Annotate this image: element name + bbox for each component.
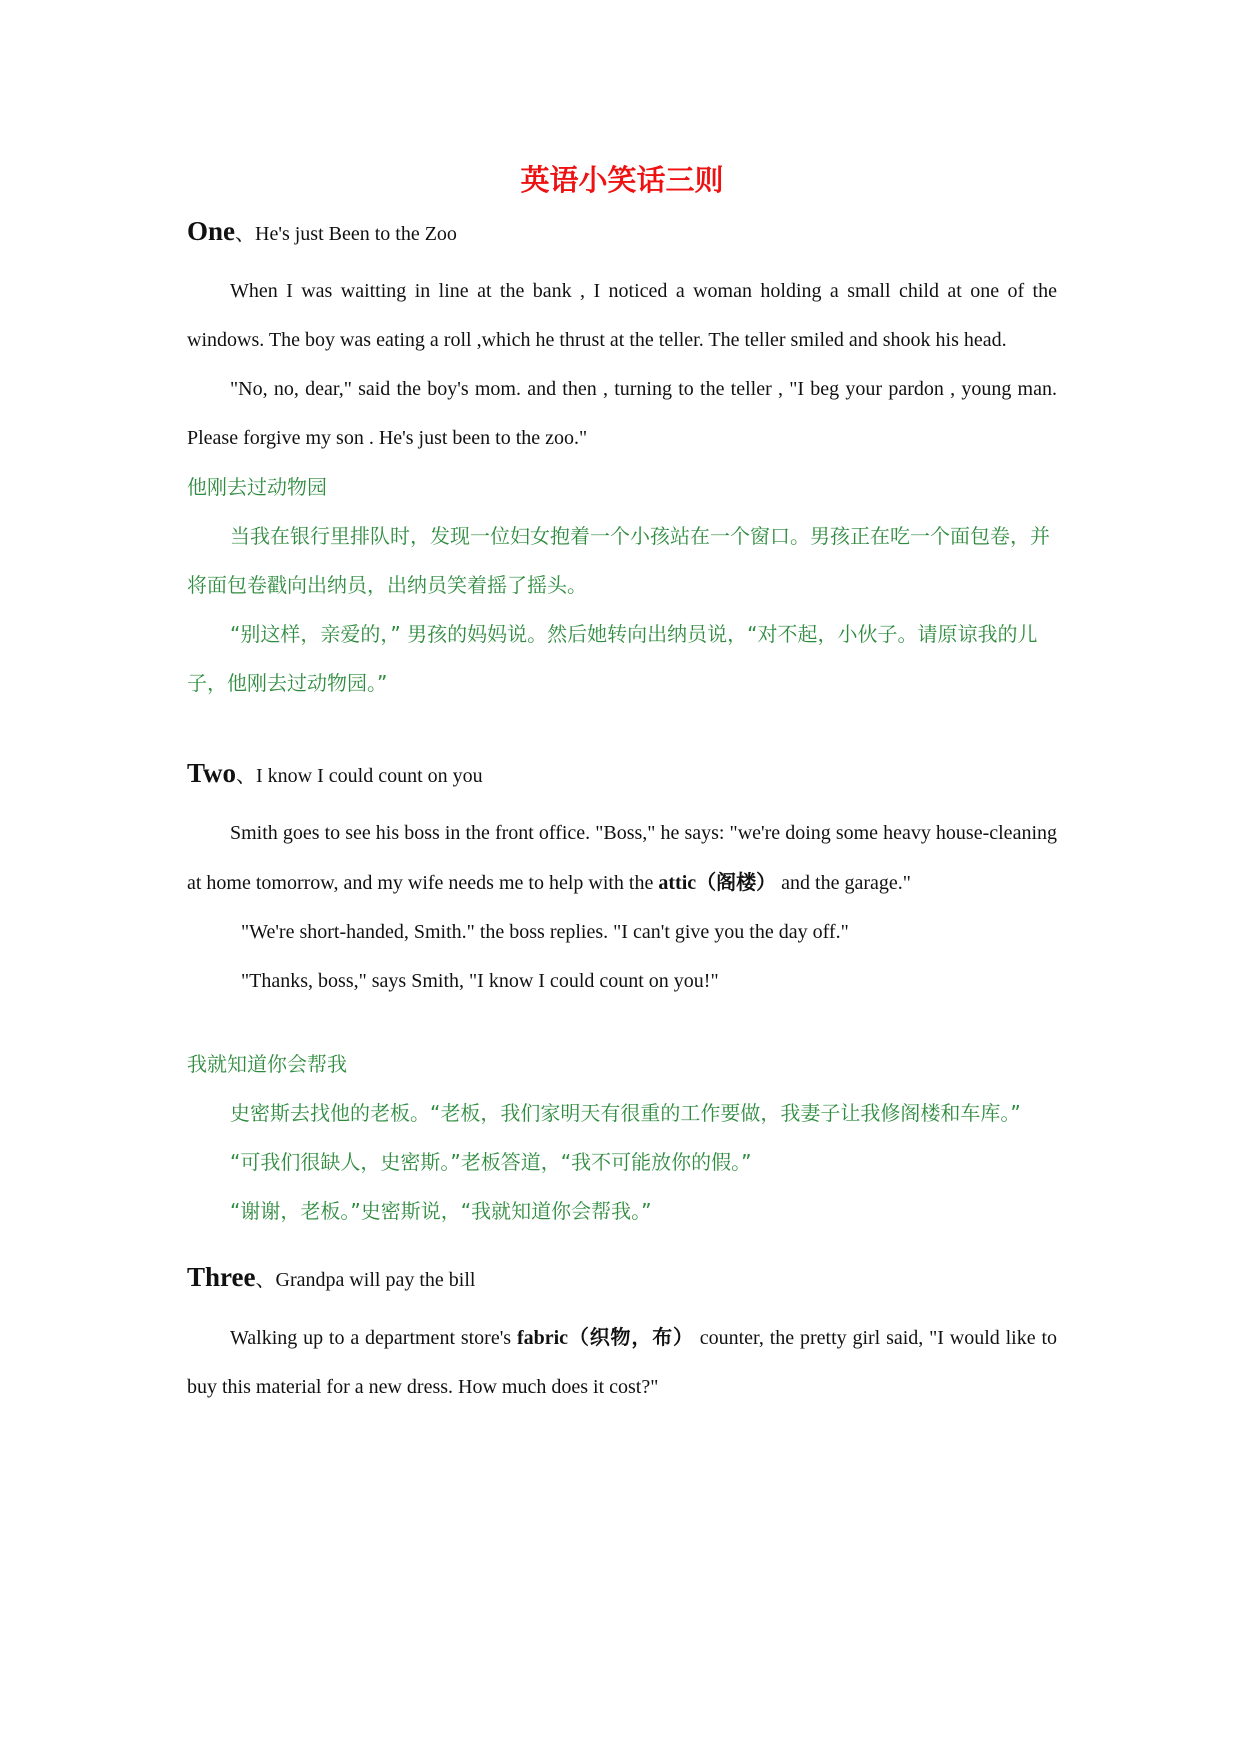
text-run: Walking up to a department store's [230,1327,517,1349]
section-spacer [187,1236,1057,1260]
section-separator: 、 [255,1267,276,1291]
section-spacer [187,1006,1057,1040]
story-one-paragraph-2: "No, no, dear," said the boy's mom. and then , turning to the teller , "I beg your pardon , young man. Please forgive my son . He's just been to the zoo." [187,378,1057,449]
story-two-chinese-paragraph-2: “可我们很缺人，史密斯。”老板答道，“我不可能放你的假。” [230,1150,752,1174]
glossed-word [658,872,776,894]
section-two-heading [187,756,1057,793]
text-run: and the garage." [776,872,911,894]
section-one-heading [187,214,1057,251]
section-title: I know I could count on you [256,765,483,787]
story-two-paragraph-1 [187,809,1057,908]
section-three-heading [187,1260,1057,1297]
story-one-chinese-title: 他刚去过动物园 [187,475,327,499]
section-separator: 、 [236,763,257,787]
section-separator: 、 [235,221,256,245]
story-one-paragraph-1: When I was waitting in line at the bank , I noticed a woman holding a small child at one of the windows. The boy was eating a roll ,which he thrust at the teller. The teller smiled and shook his head. [187,280,1057,351]
section-number: Three [187,1262,256,1292]
story-one-chinese-paragraph-1: 当我在银行里排队时，发现一位妇女抱着一个小孩站在一个窗口。男孩正在吃一个面包卷，并将面包卷戳向出纳员，出纳员笑着摇了摇头。 [187,524,1050,597]
gloss-english: fabric [516,1327,569,1349]
page-title: 英语小笑话三则 [520,163,724,197]
story-one-chinese-paragraph-2: “别这样，亲爱的，” 男孩的妈妈说。然后她转向出纳员说，“对不起，小伙子。请原谅我的儿子，他刚去过动物园。” [187,622,1038,695]
gloss-chinese: （织物，布） [568,1325,694,1349]
gloss-english: attic [658,872,697,894]
text-run: counter, the pretty girl said, "I would like to buy this material for a new dress. How much does it cost?" [187,1327,1057,1398]
section-number: One [187,216,236,246]
story-two-chinese-paragraph-3: “谢谢，老板。”史密斯说，“我就知道你会帮我。” [230,1199,652,1223]
document-page [187,160,1057,1412]
text-run: Smith goes to see his boss in the front office. "Boss," he says: "we're doing some heavy house-cleaning at home tomorrow, and my wife needs me to help with the [187,822,1057,894]
story-three-paragraph-1 [187,1313,1057,1412]
section-number: Two [187,758,237,788]
story-two-paragraph-2: "We're short-handed, Smith." the boss replies. "I can't give you the day off." [241,921,849,943]
glossed-word [517,1327,694,1349]
story-two-chinese-title: 我就知道你会帮我 [187,1052,347,1076]
section-title: Grandpa will pay the bill [275,1269,476,1291]
story-two-paragraph-3: "Thanks, boss," says Smith, "I know I could count on you!" [241,970,719,992]
story-two-chinese-paragraph-1: 史密斯去找他的老板。“老板，我们家明天有很重的工作要做，我妻子让我修阁楼和车库。” [230,1101,1021,1125]
section-spacer [187,708,1057,756]
gloss-chinese: （阁楼） [696,870,777,894]
section-title: He's just Been to the Zoo [255,223,457,245]
